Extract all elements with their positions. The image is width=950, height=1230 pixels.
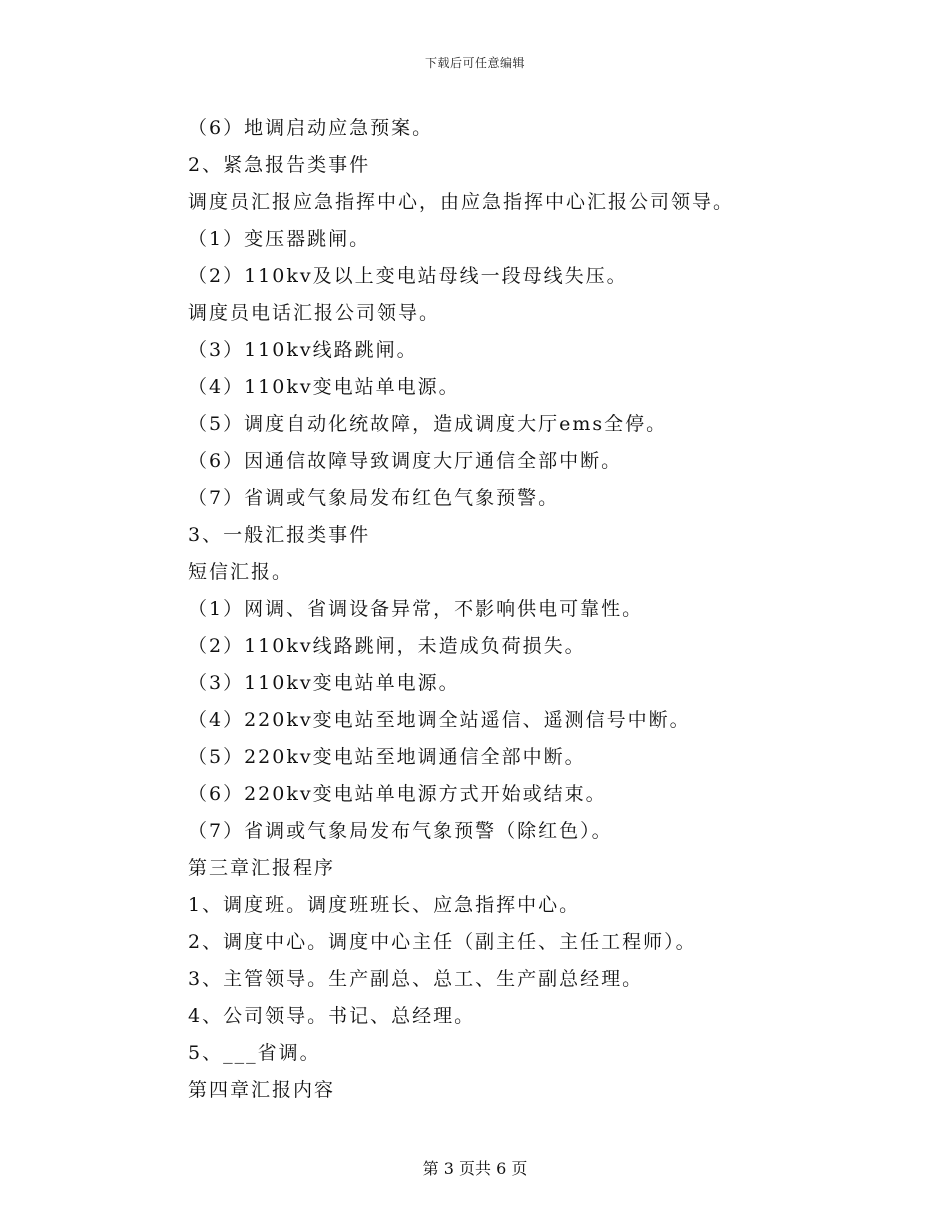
text-line: （5）220kv变电站至地调通信全部中断。: [188, 746, 586, 768]
text-line: （7）省调或气象局发布红色气象预警。: [188, 487, 560, 509]
text-line: （6）因通信故障导致调度大厅通信全部中断。: [188, 450, 623, 472]
text-line: （2）110kv及以上变电站母线一段母线失压。: [188, 265, 628, 287]
text-line: （6）220kv变电站单电源方式开始或结束。: [188, 783, 607, 805]
text-line: （1）网调、省调设备异常，不影响供电可靠性。: [188, 598, 644, 620]
text-line: （1）变压器跳闸。: [188, 228, 371, 250]
text-line: 4、公司领导。书记、总经理。: [188, 1005, 476, 1027]
text-line: （2）110kv线路跳闸，未造成负荷损失。: [188, 635, 586, 657]
page-footer: 第 3 页共 6 页: [422, 1159, 528, 1178]
text-line: 调度员汇报应急指挥中心，由应急指挥中心汇报公司领导。: [188, 191, 735, 213]
chapter-heading: 第四章汇报内容: [188, 1079, 336, 1101]
text-line: （5）调度自动化统故障，造成调度大厅ems全停。: [188, 413, 668, 435]
section-heading: 3、一般汇报类事件: [188, 524, 371, 546]
text-line: （6）地调启动应急预案。: [188, 117, 434, 139]
text-line: 2、调度中心。调度中心主任（副主任、主任工程师）。: [188, 931, 697, 953]
section-heading: 2、紧急报告类事件: [188, 154, 371, 176]
text-line: （4）220kv变电站至地调全站遥信、遥测信号中断。: [188, 709, 691, 731]
document-body: [188, 110, 808, 1109]
text-line: 3、主管领导。生产副总、总工、生产副总经理。: [188, 968, 644, 990]
text-line: 调度员电话汇报公司领导。: [188, 302, 441, 324]
text-line: 1、调度班。调度班班长、应急指挥中心。: [188, 894, 581, 916]
text-line: （4）110kv变电站单电源。: [188, 376, 460, 398]
text-line: （3）110kv线路跳闸。: [188, 339, 418, 361]
text-line: （7）省调或气象局发布气象预警（除红色）。: [188, 820, 613, 842]
page-header: 下载后可任意编辑: [424, 56, 525, 70]
text-line: 短信汇报。: [188, 561, 294, 583]
text-line: 5、___省调。: [188, 1042, 321, 1064]
chapter-heading: 第三章汇报程序: [188, 857, 336, 879]
text-line: （3）110kv变电站单电源。: [188, 672, 460, 694]
